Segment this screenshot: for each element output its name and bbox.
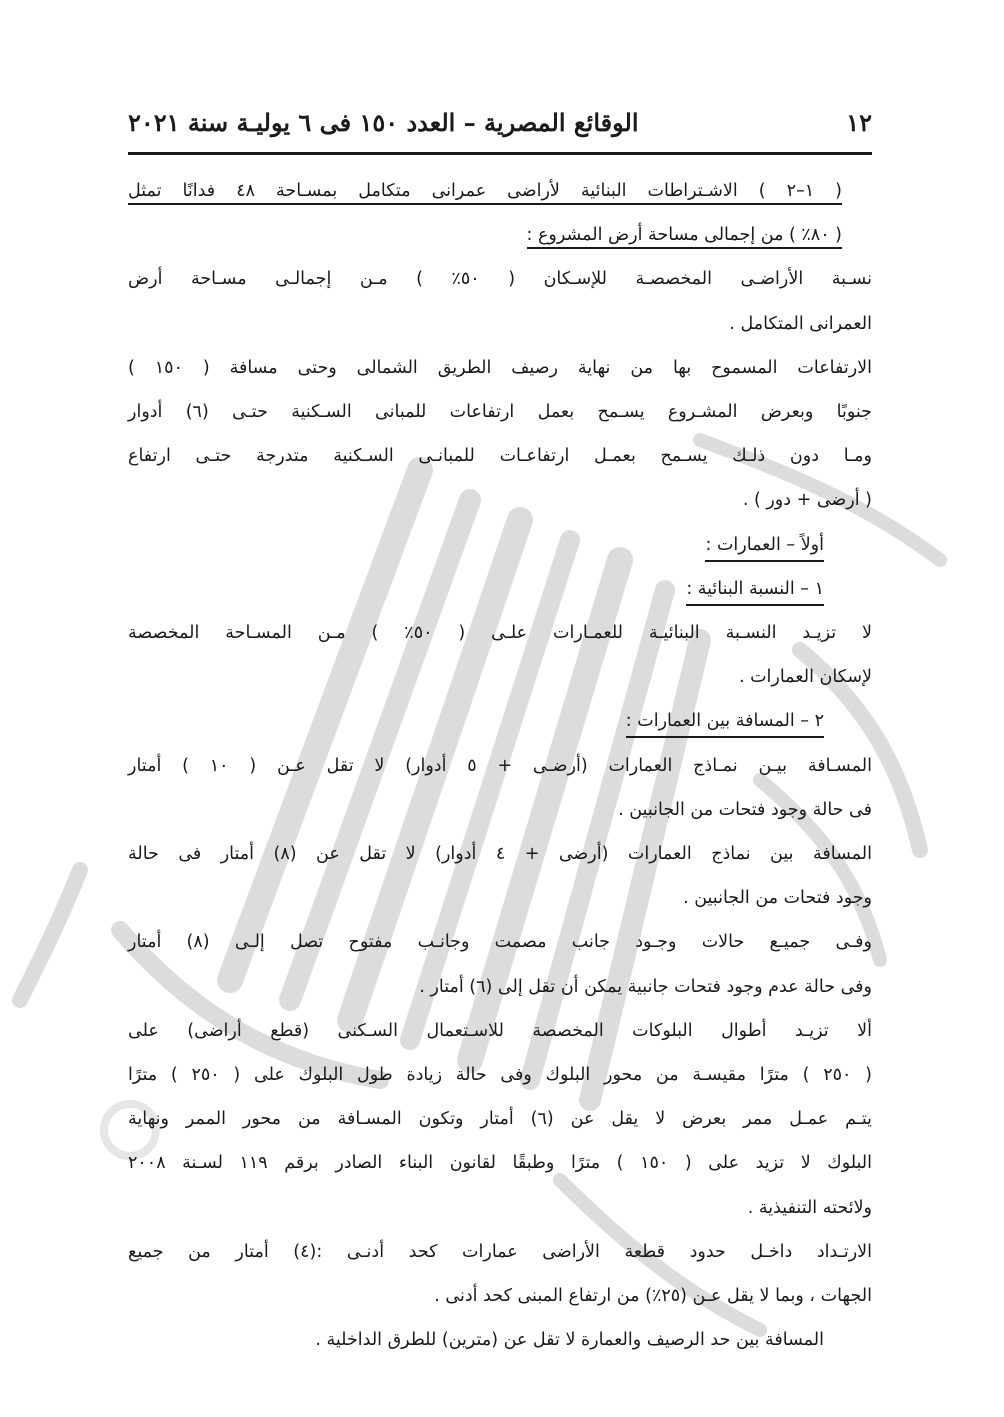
paragraph-line: لإسكان العمارات . — [738, 667, 872, 688]
paragraph-line: ومـا دون ذلـك يسـمح بعمـل ارتفاعـات للمبانـى السـكنية متدرجة حتـى ارتفاع — [128, 446, 872, 467]
section-heading-line: ( ٨٠٪ ) من إجمالى مساحة أرض المشروع : — [128, 213, 872, 257]
paragraph-line: البلوك لا تزيد على ( ١٥٠ ) مترًا وطبقًا لقانون البناء الصادر برقم ١١٩ لسـنة ٢٠٠٨ — [128, 1153, 872, 1174]
paragraph-line: المسـافة بيـن نمـاذج العمارات (أرضـى + ٥ أدوار) لا تقل عـن ( ١٠ ) أمتار — [128, 755, 872, 776]
paragraph-line: وفـى جميـع حالات وجـود جانب مصمت وجانـب مفتوح تصل إلـى (٨) أمتار — [128, 932, 872, 953]
paragraph-line: لا تزيـد النسـبة البنائيـة للعمـارات علـى ( ٥٠٪ ) مـن المسـاحة المخصصة — [128, 623, 872, 644]
page-header — [128, 108, 872, 155]
paragraph-line: الجهات ، وبما لا يقل عـن (٢٥٪) من ارتفاع المبنى كحد أدنى . — [434, 1286, 872, 1307]
page-number: ١٢ — [846, 108, 872, 137]
paragraph-line: نسـبة الأراضـى المخصصـة للإسـكان ( ٥٠٪ ) مـن إجمالـى مسـاحة أرض — [128, 269, 872, 290]
publication-title: الوقائع المصرية – العدد ١٥٠ فى ٦ يوليـة سنة ٢٠٢١ — [128, 108, 639, 137]
paragraph-line: فى حالة وجود فتحات من الجانبين . — [618, 799, 872, 820]
paragraph-line: يتـم عمـل ممر بعرض لا يقل عن (٦) أمتار وتكون المسـافة من محور الممر ونهاية — [128, 1109, 872, 1130]
paragraph-line: الارتفاعات المسموح بها من نهاية رصيف الطريق الشمالى وحتى مسافة ( ١٥٠ ) — [128, 357, 873, 378]
gazette-page — [128, 108, 872, 1362]
paragraph-line: المسافة بين حد الرصيف والعمارة لا تقل عن (مترين) للطرق الداخلية . — [315, 1330, 824, 1351]
subheading-ratio: ١ – النسبة البنائية : — [128, 567, 872, 611]
paragraph-line: وجود فتحات من الجانبين . — [683, 888, 872, 909]
paragraph-line: العمرانى المتكامل . — [729, 313, 872, 334]
subheading-buildings: أولاً – العمارات : — [128, 523, 872, 567]
paragraph-line: ( ٢٥٠ ) مترًا مقيسـة من محور البلوك وفى حالة زيادة طول البلوك على ( ٢٥٠ ) مترًا — [128, 1065, 872, 1086]
page-body — [128, 169, 872, 1362]
paragraph-line: وفى حالة عدم وجود فتحات جانبية يمكن أن تقل إلى (٦) أمتار . — [419, 976, 872, 997]
subheading-distance: ٢ – المسافة بين العمارات : — [128, 699, 872, 743]
paragraph-line: ألا تزيـد أطوال البلوكات المخصصة للاسـتعمال السـكنى (قطع أراضى) على — [128, 1020, 872, 1041]
paragraph-line: الارتـداد داخـل حدود قطعة الأراضى عمارات كحد أدنـى :(٤) أمتار من جميع — [128, 1241, 872, 1262]
paragraph-line: المسافة بين نماذج العمارات (أرضى + ٤ أدوار) لا تقل عن (٨) أمتار فى حالة — [128, 844, 872, 865]
section-heading-line: ( ١–٢ ) الاشـتراطات البنائية لأراضى عمرانى متكامل بمسـاحة ٤٨ فدانًا تمثل — [128, 169, 872, 213]
paragraph-line: ( أرضى + دور ) . — [742, 490, 872, 511]
paragraph-line: جنوبًا وبعرض المشـروع يسـمح بعمل ارتفاعات للمبانى السـكنية حتـى (٦) أدوار — [128, 402, 872, 423]
paragraph-line: ولائحته التنفيذية . — [747, 1197, 872, 1218]
